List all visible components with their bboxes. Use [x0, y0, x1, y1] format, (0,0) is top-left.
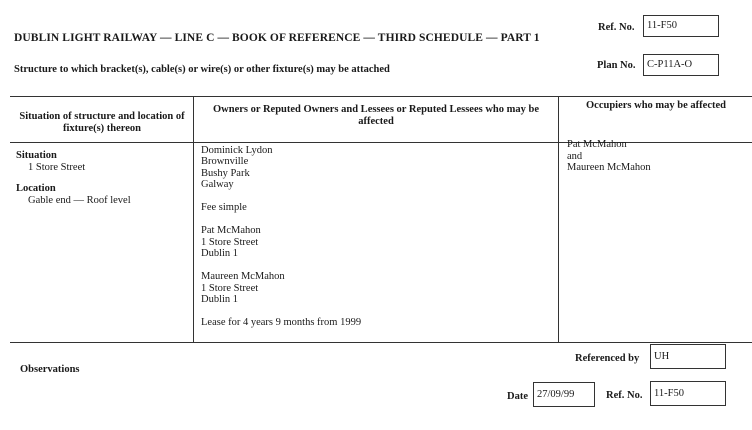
location-label: Location [16, 183, 56, 194]
date-field[interactable]: 27/09/99 [533, 382, 595, 407]
situation-label: Situation [16, 150, 57, 161]
situation-value: 1 Store Street [28, 161, 86, 173]
table-top-rule [10, 96, 752, 97]
location-value: Gable end — Roof level [28, 194, 131, 206]
plan-no-label: Plan No. [597, 60, 636, 71]
footer-ref-no-label: Ref. No. [606, 390, 643, 401]
lessee-line: Dublin 1 [201, 293, 239, 305]
lessee-block [201, 271, 361, 305]
column-divider-1 [193, 96, 194, 342]
table-bottom-rule [10, 342, 752, 343]
tenure-block [201, 202, 361, 213]
lessee-block [201, 225, 361, 259]
footer-ref-no-field[interactable]: 11-F50 [650, 381, 726, 406]
document-title: DUBLIN LIGHT RAILWAY — LINE C — BOOK OF REFERENCE — THIRD SCHEDULE — PART 1 [14, 32, 540, 44]
lease-line: Lease for 4 years 9 months from 1999 [201, 317, 362, 329]
column-header-occupiers: Occupiers who may be affected [586, 100, 726, 111]
lessee-line: 1 Store Street [201, 236, 259, 248]
ref-no-label: Ref. No. [598, 22, 635, 33]
column-divider-2 [558, 96, 559, 342]
lease-block [201, 317, 361, 328]
occupier-line: Maureen McMahon [567, 162, 651, 173]
column-header-owners: Owners or Reputed Owners and Lessees or Reputed Lessees who may be affected [213, 104, 539, 127]
referenced-by-label: Referenced by [575, 353, 640, 364]
owner-block [201, 145, 361, 190]
occupier-line: and [567, 150, 583, 162]
plan-no-field[interactable]: C-P11A-O [643, 54, 719, 76]
lessee-line: Maureen McMahon [201, 271, 285, 283]
situation-cell [16, 150, 131, 206]
owner-line: Dominick Lydon [201, 145, 273, 156]
observations-label: Observations [20, 364, 80, 375]
lessee-line: 1 Store Street [201, 282, 259, 294]
tenure-line: Fee simple [201, 202, 247, 214]
owner-line: Bushy Park [201, 167, 250, 179]
occupier-line: Pat McMahon [567, 139, 627, 150]
referenced-by-field[interactable]: UH [650, 344, 726, 369]
lessee-line: Dublin 1 [201, 248, 239, 260]
owner-line: Brownville [201, 156, 249, 168]
lessee-line: Pat McMahon [201, 225, 261, 237]
occupiers-cell [567, 139, 651, 174]
column-header-situation: Situation of structure and location of fixture(s) thereon [19, 111, 185, 134]
owner-line: Galway [201, 178, 234, 190]
owners-cell [201, 145, 361, 341]
document-subtitle: Structure to which bracket(s), cable(s) or wire(s) or other fixture(s) may be attached [14, 64, 390, 75]
ref-no-field[interactable]: 11-F50 [643, 15, 719, 37]
date-label: Date [507, 391, 528, 402]
